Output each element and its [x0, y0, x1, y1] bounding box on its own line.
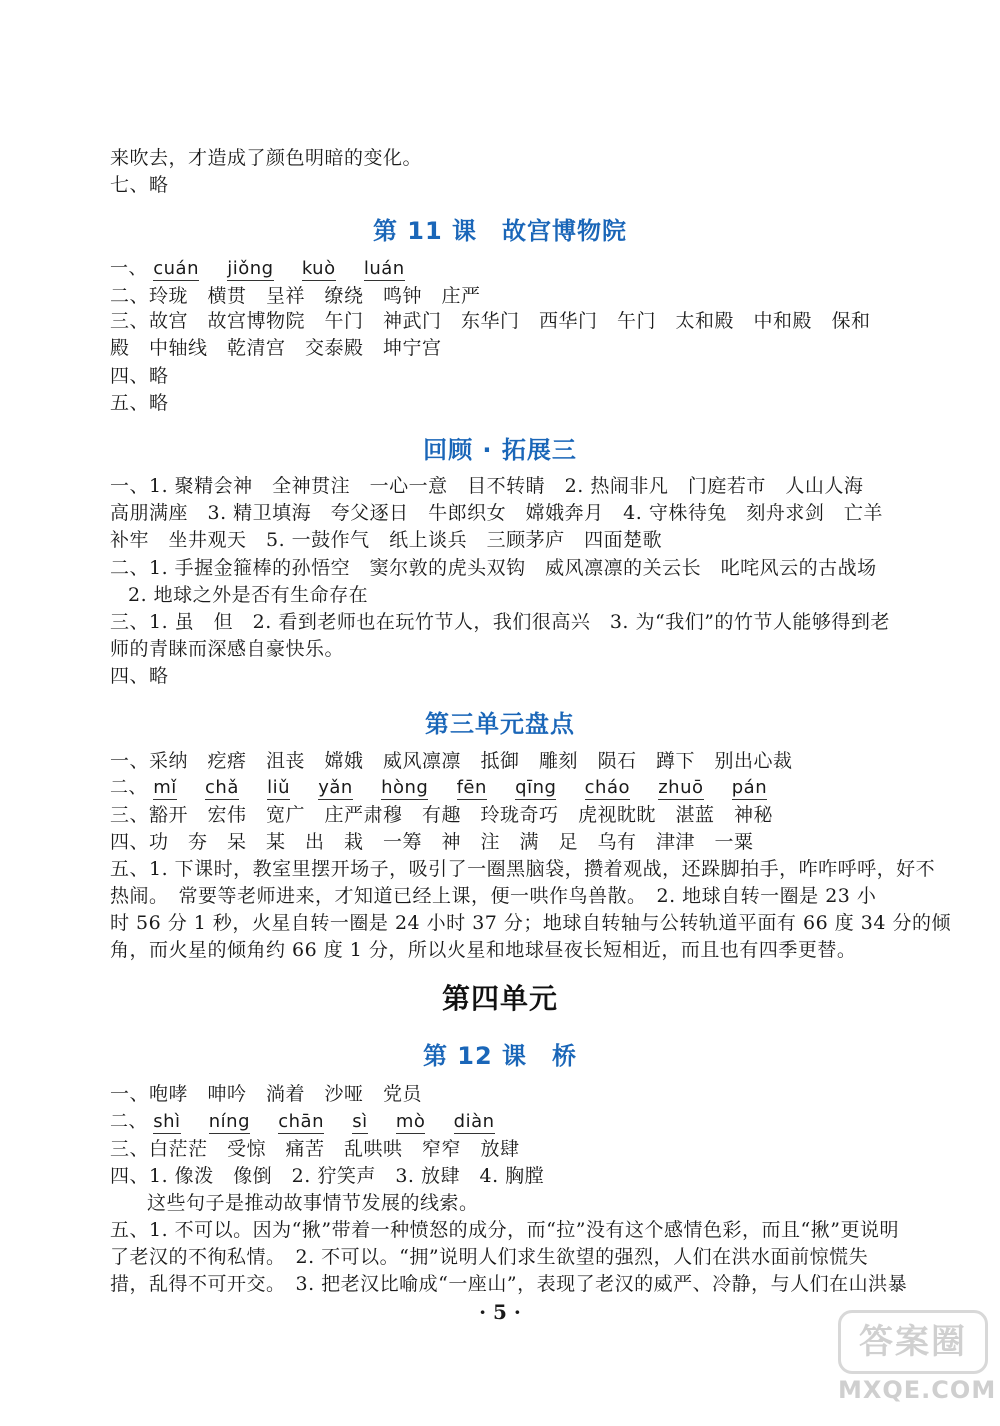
text-line: 师的青睐而深感自豪快乐。	[110, 638, 345, 660]
pinyin-answer: pán	[731, 777, 768, 798]
pinyin-answer: mǐ	[153, 777, 177, 798]
lesson-11-title: 第 11 课 故宫博物院	[372, 217, 628, 245]
text-line: 高朋满座 3. 精卫填海 夸父逐日 牛郎织女 嫦娥奔月 4. 守株待兔 刻舟求剑 亡羊	[110, 502, 883, 524]
pinyin-label: 二、	[110, 777, 147, 798]
pinyin-answer: chān	[278, 1111, 324, 1132]
text-line: 四、略	[110, 665, 169, 687]
pinyin-answer: cháo	[584, 777, 630, 798]
text-line: 2. 地球之外是否有生命存在	[128, 584, 369, 606]
text-line: 三、故宫 故宫博物院 午门 神武门 东华门 西华门 午门 太和殿 中和殿 保和	[110, 310, 871, 332]
text-line: 三、白茫茫 受惊 痛苦 乱哄哄 窄窄 放肆	[110, 1138, 520, 1160]
text-line: 五、1. 下课时，教室里摆开场子，吸引了一圈黑脑袋，攒着观战，还跺脚拍手，咋咋呼呼，好不	[110, 858, 936, 880]
lesson-12-title: 第 12 课 桥	[422, 1042, 578, 1070]
pinyin-answer: shì	[153, 1111, 181, 1132]
text-line: 七、略	[110, 174, 169, 196]
pinyin-answer: cuán	[153, 258, 199, 279]
text-line: 二、1. 手握金箍棒的孙悟空 窦尔敦的虎头双钩 威风凛凛的关云长 叱咤风云的古战场	[110, 557, 877, 579]
text-line: 补牢 坐井观天 5. 一鼓作气 纸上谈兵 三顾茅庐 四面楚歌	[110, 529, 663, 551]
text-line: 了老汉的不徇私情。 2. 不可以。“拥”说明人们求生欲望的强烈，人们在洪水面前惊慌失	[110, 1246, 869, 1268]
text-line: 三、1. 虽 但 2. 看到老师也在玩竹节人，我们很高兴 3. 为“我们”的竹节人能够得到老	[110, 611, 890, 633]
pinyin-label: 一、	[110, 258, 147, 279]
unit-3-review-title: 第三单元盘点	[425, 710, 575, 738]
pinyin-answer: diàn	[453, 1111, 495, 1132]
text-line: 时 56 分 1 秒，火星自转一圈是 24 小时 37 分；地球自转轴与公转轨道平面有 66 度 34 分的倾	[110, 912, 951, 934]
pinyin-label: 二、	[110, 1111, 147, 1132]
text-line: 三、豁开 宏伟 宽广 庄严肃穆 有趣 玲珑奇巧 虎视眈眈 湛蓝 神秘	[110, 804, 774, 826]
pinyin-answer: qīng	[515, 777, 557, 798]
pinyin-answer: níng	[208, 1111, 251, 1132]
pinyin-line	[110, 1109, 900, 1135]
text-line: 五、1. 不可以。因为“揪”带着一种愤怒的成分，而“拉”没有这个感情色彩，而且“揪”更说明	[110, 1219, 899, 1241]
watermark	[838, 1310, 997, 1410]
text-line: 一、1. 聚精会神 全神贯注 一心一意 目不转睛 2. 热闹非凡 门庭若市 人山人海	[110, 475, 864, 497]
pinyin-answer: sì	[352, 1111, 368, 1132]
pinyin-line	[110, 775, 900, 801]
pinyin-answer: kuò	[301, 258, 336, 279]
pinyin-line	[110, 256, 900, 282]
pinyin-answer: fēn	[456, 777, 487, 798]
text-line: 殿 中轴线 乾清宫 交泰殿 坤宁宫	[110, 337, 442, 359]
text-line: 热闹。 常要等老师进来，才知道已经上课，便一哄作鸟兽散。 2. 地球自转一圈是 23 小	[110, 885, 877, 907]
pinyin-answer: jiǒng	[227, 258, 274, 279]
pinyin-answer: liǔ	[267, 777, 291, 798]
unit-4-heading: 第四单元	[441, 982, 558, 1015]
text-line: 五、略	[110, 392, 169, 414]
text-line: 一、采纳 疙瘩 沮丧 嫦娥 威风凛凛 抵御 雕刻 陨石 蹲下 别出心裁	[110, 750, 793, 772]
pinyin-answer: luán	[363, 258, 405, 279]
text-line: 四、略	[110, 365, 169, 387]
watermark-url: MXQE.COM	[838, 1376, 997, 1404]
pinyin-answer: hòng	[381, 777, 429, 798]
text-line: 四、1. 像泼 像倒 2. 狞笑声 3. 放肆 4. 胸膛	[110, 1165, 545, 1187]
pinyin-answer: yǎn	[318, 777, 353, 798]
text-line: 来吹去，才造成了颜色明暗的变化。	[110, 147, 423, 169]
text-line: 一、咆哮 呻吟 淌着 沙哑 党员	[110, 1083, 423, 1105]
pinyin-answer: chǎ	[205, 777, 239, 798]
watermark-logo: 答案圈	[838, 1310, 988, 1374]
page-number: · 5 ·	[479, 1300, 521, 1324]
pinyin-answer: zhuō	[658, 777, 704, 798]
text-line: 二、玲珑 横贯 呈祥 缭绕 鸣钟 庄严	[110, 285, 481, 307]
text-line: 这些句子是推动故事情节发展的线索。	[147, 1192, 479, 1214]
text-line: 四、功 夯 呆 某 出 栽 一筹 神 注 满 足 乌有 津津 一粟	[110, 831, 754, 853]
review-title: 回顾 · 拓展三	[423, 436, 577, 464]
text-line: 角，而火星的倾角约 66 度 1 分，所以火星和地球昼夜长短相近，而且也有四季更替。	[110, 939, 857, 961]
pinyin-answer: mò	[395, 1111, 426, 1132]
text-line: 措，乱得不可开交。 3. 把老汉比喻成“一座山”，表现了老汉的威严、冷静，与人们在山洪暴	[110, 1273, 908, 1295]
